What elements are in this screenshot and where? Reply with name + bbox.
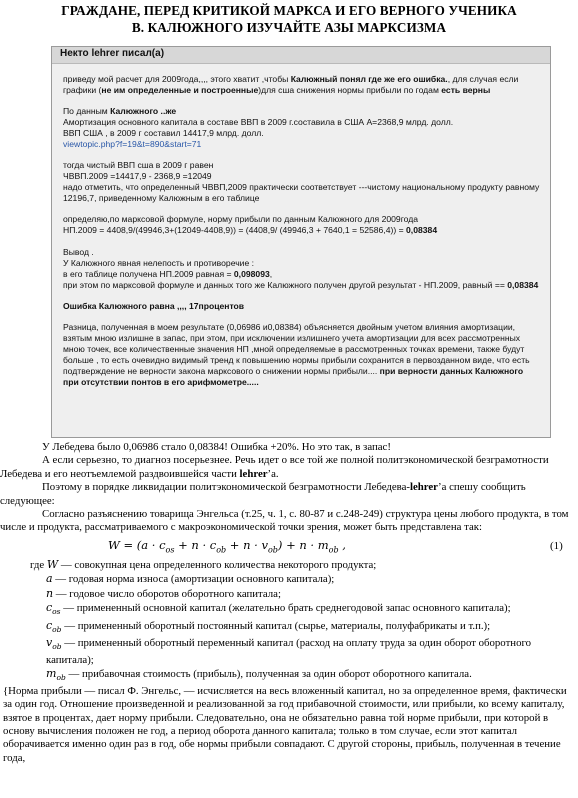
formula-expression: $W = (a \cdot c_{os} + n \cdot c_{ob} + n \cdot v_{ob}) + n \cdot m_{ob}$ , [108, 537, 346, 555]
article-body [0, 441, 578, 765]
formula-number: (1) [550, 539, 563, 552]
quote-paragraph [63, 322, 540, 387]
symbol-W: W [46, 557, 59, 571]
symbol-c-os: $c_{os}$ [46, 601, 61, 617]
quote-bold-text: 0,08384 [406, 225, 438, 236]
quote-text: )для сша снижения нормы прибыли по годам [258, 84, 442, 95]
quote-text: НП.2009 = 4408,9/(49946,3+(12049-4408,9)) = (4408,9/ (49946,3 + 7640,1 = 52586,4)) = [63, 225, 407, 236]
body-bold-text: lehrer [239, 467, 268, 480]
definition-prefix: где [30, 558, 45, 571]
quote-text: По данным [63, 106, 111, 117]
title-line-1: ГРАЖДАНЕ, ПЕРЕД КРИТИКОЙ МАРКСА И ЕГО ВЕРНОГО УЧЕНИКА [61, 3, 517, 18]
body-text: ’а спешу сообщить следующее: [0, 481, 526, 507]
body-paragraph [0, 454, 578, 481]
definitions-list [0, 558, 578, 685]
quote-text: , для случая если графики ( [63, 73, 519, 95]
body-paragraph [0, 481, 578, 508]
definition-text: — годовое число оборотов оборотного капитала; [53, 587, 281, 600]
symbol-v-ob: $v_{ob}$ [46, 636, 62, 652]
topic-link[interactable]: viewtopic.php?f=19&t=890&start=71 [63, 138, 202, 149]
body-text: А если серьезно, то диагноз посерьезнее. Речь идет о все той же полной политэкономической безграмотности Лебедева и его неотъемлемой раздвоившейся части [0, 454, 549, 480]
definition-row [46, 587, 578, 601]
quote-paragraph [63, 74, 540, 96]
quote-paragraph [63, 106, 540, 150]
quote-text: ЧВВП.2009 =14417,9 - 2368,9 =12049 [63, 171, 212, 182]
definition-row [46, 619, 578, 637]
quote-text: Разница, полученная в моем результате (0,06986 и0,08384) объясняется двойным учетом влияния амортизации, взятым мною излишне в запас, при этом, при исключении излишнего учета амортизации для всех рассмотренных мною точек, все количественные значения НП ,мной определяемые в рассмотренных точках времени, также будут больше , то есть очевидно видимый тренд к повышению нормы прибыли сохранится в первозданном виде, что есть подтверждение не верности закона марксового о снижении нормы прибыли.... [63, 322, 530, 376]
symbol-m-ob: $m_{ob}$ [46, 667, 66, 683]
page-title [0, 2, 578, 36]
quote-text: тогда чистый ВВП сша в 2009 г равен [63, 160, 214, 171]
quote-bold-text: Калюжного ..же [110, 106, 177, 117]
quote-block [51, 46, 551, 438]
quote-paragraph [63, 160, 540, 204]
quote-text: в его таблице получена НП.2009 равная = [63, 268, 234, 279]
quote-text: приведу мой расчет для 2009года,,,, этого хватит ,чтобы [63, 73, 291, 84]
definition-text: — примененный оборотный переменный капитал (расход на оплату труда за один оборот оборотного капитала); [46, 637, 532, 666]
symbol-c-ob: $c_{ob}$ [46, 618, 62, 634]
symbol-a: a [46, 572, 53, 586]
definition-row [46, 572, 578, 586]
definition-text: — годовая норма износа (амортизации основного капитала); [52, 573, 335, 586]
body-text: Поэтому в порядке ликвидации политэкономической безграмотности Лебедева- [42, 481, 410, 494]
quote-bold-text: не им определенные и построенные [101, 84, 259, 95]
quote-text: Вывод . [63, 246, 94, 257]
quote-header: Некто lehrer писал(а) [52, 47, 550, 64]
quote-text: определяю,по марксовой формуле, норму прибыли по данным Калюжного для 2009года [63, 214, 419, 225]
quote-text: надо отметить, что определенный ЧВВП,2009 практически соответствует ---чистому национальному продукту равному 12196,7, приведенному Калюжным в его таблице [63, 182, 540, 204]
quote-bold-text: 0,08384 [507, 279, 539, 290]
price-formula [0, 536, 578, 558]
quote-text: ВВП США , в 2009 г составил 14417,9 млрд. долл. [63, 128, 264, 139]
definition-row [30, 558, 578, 572]
quote-bold-text: есть верны [441, 84, 491, 95]
definition-row [46, 667, 578, 685]
body-text: ’а. [267, 467, 279, 480]
engels-quote-paragraph: {Норма прибыли — писал Ф. Энгельс, — исчисляется на весь вложенный капитал, но за определенное время, фактически за один год. Отношение произведенной и реализованной за год прибавочной стоимости, или прибыли, ко всему капиталу, взятое в процентах, дает норму прибыли. Следовательно, она не обязательно равна той норме прибыли, при которой в основу вычисления положен не год, а период оборота данного капитала; только в том случае, если этот капитал оборачивается именно один раз в год, обе нормы прибыли совпадают. С другой стороны, прибыль, полученная в течение года, [3, 684, 567, 764]
quote-paragraph [63, 214, 540, 236]
body-paragraph: Согласно разъяснению товарища Энгельса (т.25, ч. 1, с. 80-87 и с.248-249) структура цены любого продукта, в том числе и продукта, рассматриваемого с макроэкономической точки зрения, может быть представлена так: [0, 508, 569, 534]
quote-paragraph [63, 301, 540, 312]
quote-text: У Калюжного явная нелепость и противоречие : [63, 257, 255, 268]
definition-text: — совокупная цена определенного количества некоторого продукта; [58, 558, 377, 571]
quote-text: при этом по марксовой формуле и данных того же Калюжного получен другой результат - НП.2009, равный == [63, 279, 508, 290]
quote-text: Амортизация основного капитала в составе ВВП в 2009 г.составила в США А=2368,9 млрд. долл. [63, 117, 454, 128]
quote-bold-text: 0,098093 [233, 268, 270, 279]
definition-row [46, 636, 578, 667]
symbol-n: n [46, 586, 54, 600]
definition-text: — примененный основной капитал (желательно брать среднегодовой запас основного капитала); [60, 602, 511, 615]
definition-text: — примененный оборотный постоянный капитал (сырье, материалы, полуфабрикаты и т.п.); [61, 619, 491, 632]
body-paragraph: У Лебедева было 0,06986 стало 0,08384! Ошибка +20%. Но это так, в запас! [42, 441, 391, 453]
quote-bold-text: Ошибка Калюжного равна ,,,, 17процентов [63, 300, 245, 311]
definition-row [46, 601, 578, 619]
quote-body [52, 64, 550, 388]
quote-bold-text: при верности данных Калюжного при отсутствии понтов в его арифмометре..... [63, 365, 524, 387]
definition-text: — прибавочная стоимость (прибыль), полученная за один оборот оборотного капитала. [65, 668, 472, 681]
quote-text: , [269, 268, 273, 279]
quote-paragraph [63, 247, 540, 291]
quote-bold-text: Калюжный понял где же его ошибка. [290, 73, 448, 84]
title-line-2: В. КАЛЮЖНОГО ИЗУЧАЙТЕ АЗЫ МАРКСИЗМА [131, 20, 447, 35]
body-bold-text: lehrer [410, 481, 438, 494]
